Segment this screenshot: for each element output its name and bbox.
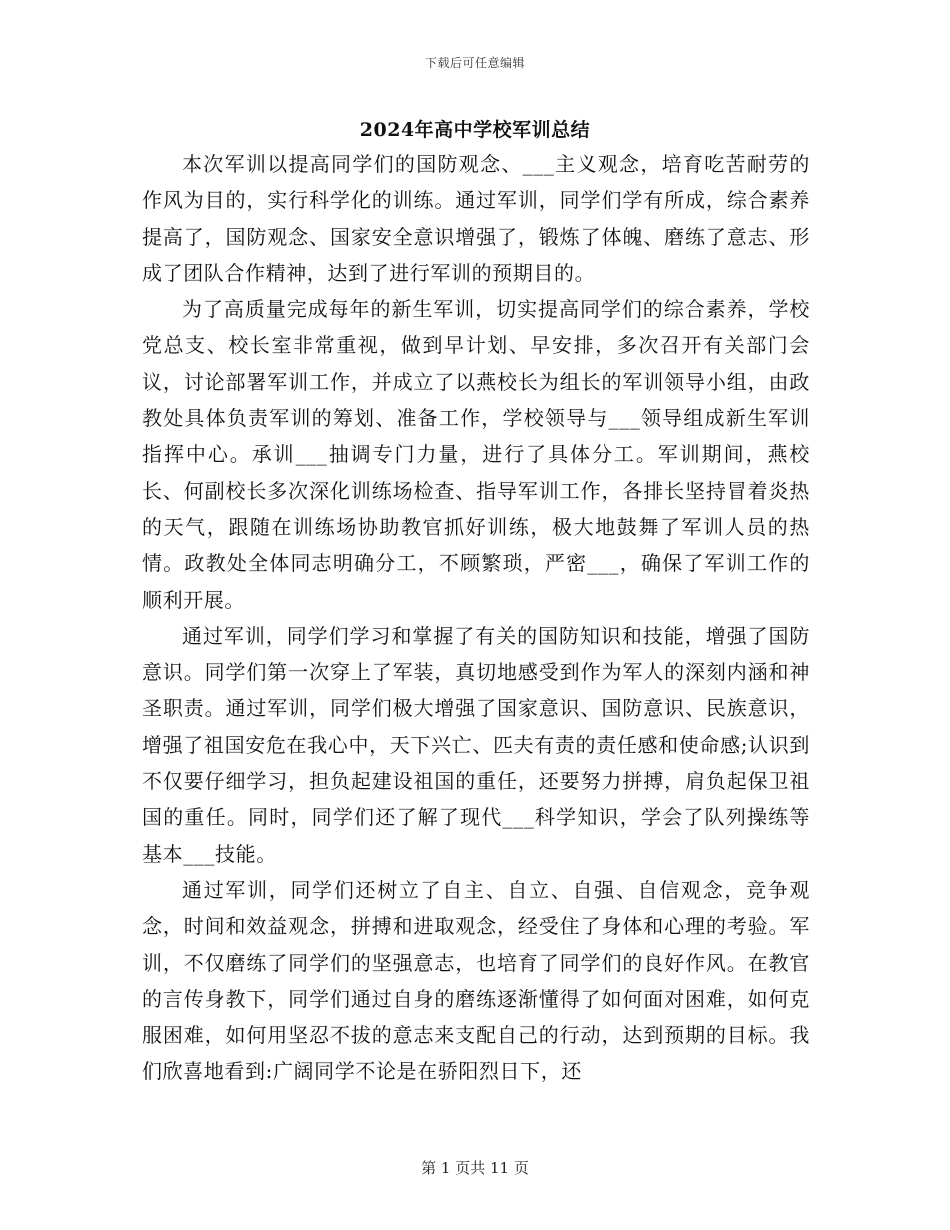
paragraph: 本次军训以提高同学们的国防观念、___主义观念，培育吃苦耐劳的作风为目的，实行科学化的训练。通过军训，同学们学有所成，综合素养提高了，国防观念、国家安全意识增强了，锻炼了体魄、磨练了意志、形成了团队合作精神，达到了进行军训的预期目的。 <box>142 152 810 285</box>
header-note: 下载后可任意编辑 <box>424 56 525 70</box>
paragraph: 为了高质量完成每年的新生军训，切实提高同学们的综合素养，学校党总支、校长室非常重视，做到早计划、早安排，多次召开有关部门会议，讨论部署军训工作，并成立了以燕校长为组长的军训领导小组，由政教处具体负责军训的筹划、准备工作，学校领导与___领导组成新生军训指挥中心。承训___抽调专门力量，进行了具体分工。军训期间，燕校长、何副校长多次深化训练场检查、指导军训工作，各排长坚持冒着炎热的天气，跟随在训练场协助教官抓好训练，极大地鼓舞了军训人员的热情。政教处全体同志明确分工，不顾繁琐，严密___，确保了军训工作的顺利开展。 <box>142 297 810 612</box>
document-body <box>142 146 810 1090</box>
document-title: 2024年高中学校军训总结 <box>359 119 591 141</box>
paragraph: 通过军训，同学们学习和掌握了有关的国防知识和技能，增强了国防意识。同学们第一次穿上了军装，真切地感受到作为军人的深刻内涵和神圣职责。通过军训，同学们极大增强了国家意识、国防意识、民族意识，增强了祖国安危在我心中，天下兴亡、匹夫有责的责任感和使命感;认识到不仅要仔细学习，担负起建设祖国的重任，还要努力拼搏，肩负起保卫祖国的重任。同时，同学们还了解了现代___科学知识，学会了队列操练等基本___技能。 <box>142 623 810 866</box>
page-number: 第 1 页共 11 页 <box>421 1159 529 1177</box>
paragraph: 通过军训，同学们还树立了自主、自立、自强、自信观念，竞争观念，时间和效益观念，拼搏和进取观念，经受住了身体和心理的考验。军训，不仅磨练了同学们的坚强意志，也培育了同学们的良好作风。在教官的言传身教下，同学们通过自身的磨练逐渐懂得了如何面对困难，如何克服困难，如何用坚忍不拔的意志来支配自己的行动，达到预期的目标。我们欣喜地看到:广阔同学不论是在骄阳烈日下，还 <box>142 877 810 1084</box>
